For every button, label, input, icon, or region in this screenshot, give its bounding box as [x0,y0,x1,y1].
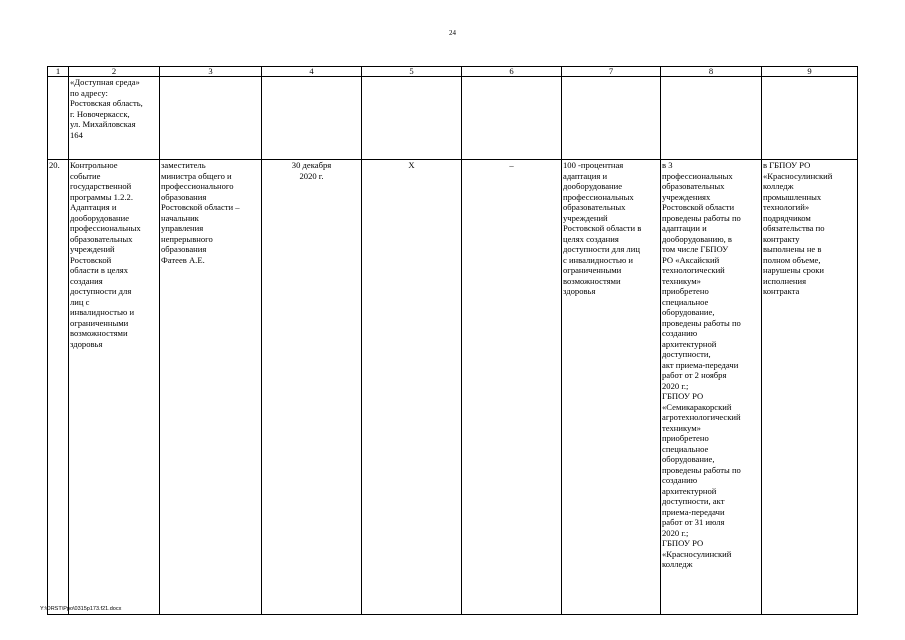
responsible-cell: заместитель министра общего и профессионального образования Ростовской области – начальник управления непрерывного образования Фатеев А.Е. [160,160,262,615]
table-row-20 [48,160,858,615]
table-cell [462,77,562,160]
table-cell [762,77,858,160]
table-header-row [48,67,858,77]
reason-cell: в ГБПОУ РО «Красносулинский колледж промышленных технологий» подрядчиком обязательства по контракту выполнены не в полном объеме, нарушены сроки исполнения контракта [762,160,858,615]
page-number: 24 [449,29,456,37]
date-cell: 30 декабря 2020 г. [262,160,362,615]
row-number: 20. [48,160,69,615]
table-row-continuation [48,77,858,160]
column-header: 2 [69,67,160,77]
column-header: 3 [160,67,262,77]
column-6-cell: – [462,160,562,615]
column-header: 9 [762,67,858,77]
column-header: 8 [661,67,762,77]
column-header: 4 [262,67,362,77]
actual-result-cell: в 3 профессиональных образовательных учреждениях Ростовской области проведены работы по адаптации и дооборудованию, в том числе ГБПОУ РО «Аксайский технологический техникум» приобретено специальное оборудование, проведены работы по созданию архитектурной доступности, акт приема-передачи работ от 2 ноября 2020 г.; ГБПОУ РО «Семикаракорский агротехнологический техникум» приобретено специальное оборудование, проведены работы по созданию архитектурной доступности, акт приема-передачи работ от 31 июля 2020 г.; ГБПОУ РО «Красносулинский колледж [661,160,762,615]
report-table [47,66,858,615]
column-header: 7 [562,67,661,77]
table-cell [48,77,69,160]
table-cell [562,77,661,160]
event-cell: Контрольное событие государственной программы 1.2.2. Адаптация и дооборудование профессиональных образовательных учреждений Ростовской области в целях создания доступности для лиц с инвалидностью и ограниченными возможностями здоровья [69,160,160,615]
file-path-footer: Y:\ORST\Ppo\0315p173.f21.docx [40,606,122,612]
column-header: 5 [362,67,462,77]
table-cell [661,77,762,160]
column-5-cell: X [362,160,462,615]
column-header: 6 [462,67,562,77]
table-cell [262,77,362,160]
table-cell-event-continued: «Доступная среда» по адресу: Ростовская область, г. Новочеркасск, ул. Михайловская 164 [69,77,160,160]
column-header: 1 [48,67,69,77]
table-cell [362,77,462,160]
planned-result-cell: 100 -процентная адаптация и дооборудование профессиональных образовательных учреждений Ростовской области в целях создания доступности для лиц с инвалидностью и ограниченными возможностями здоровья [562,160,661,615]
table-cell [160,77,262,160]
